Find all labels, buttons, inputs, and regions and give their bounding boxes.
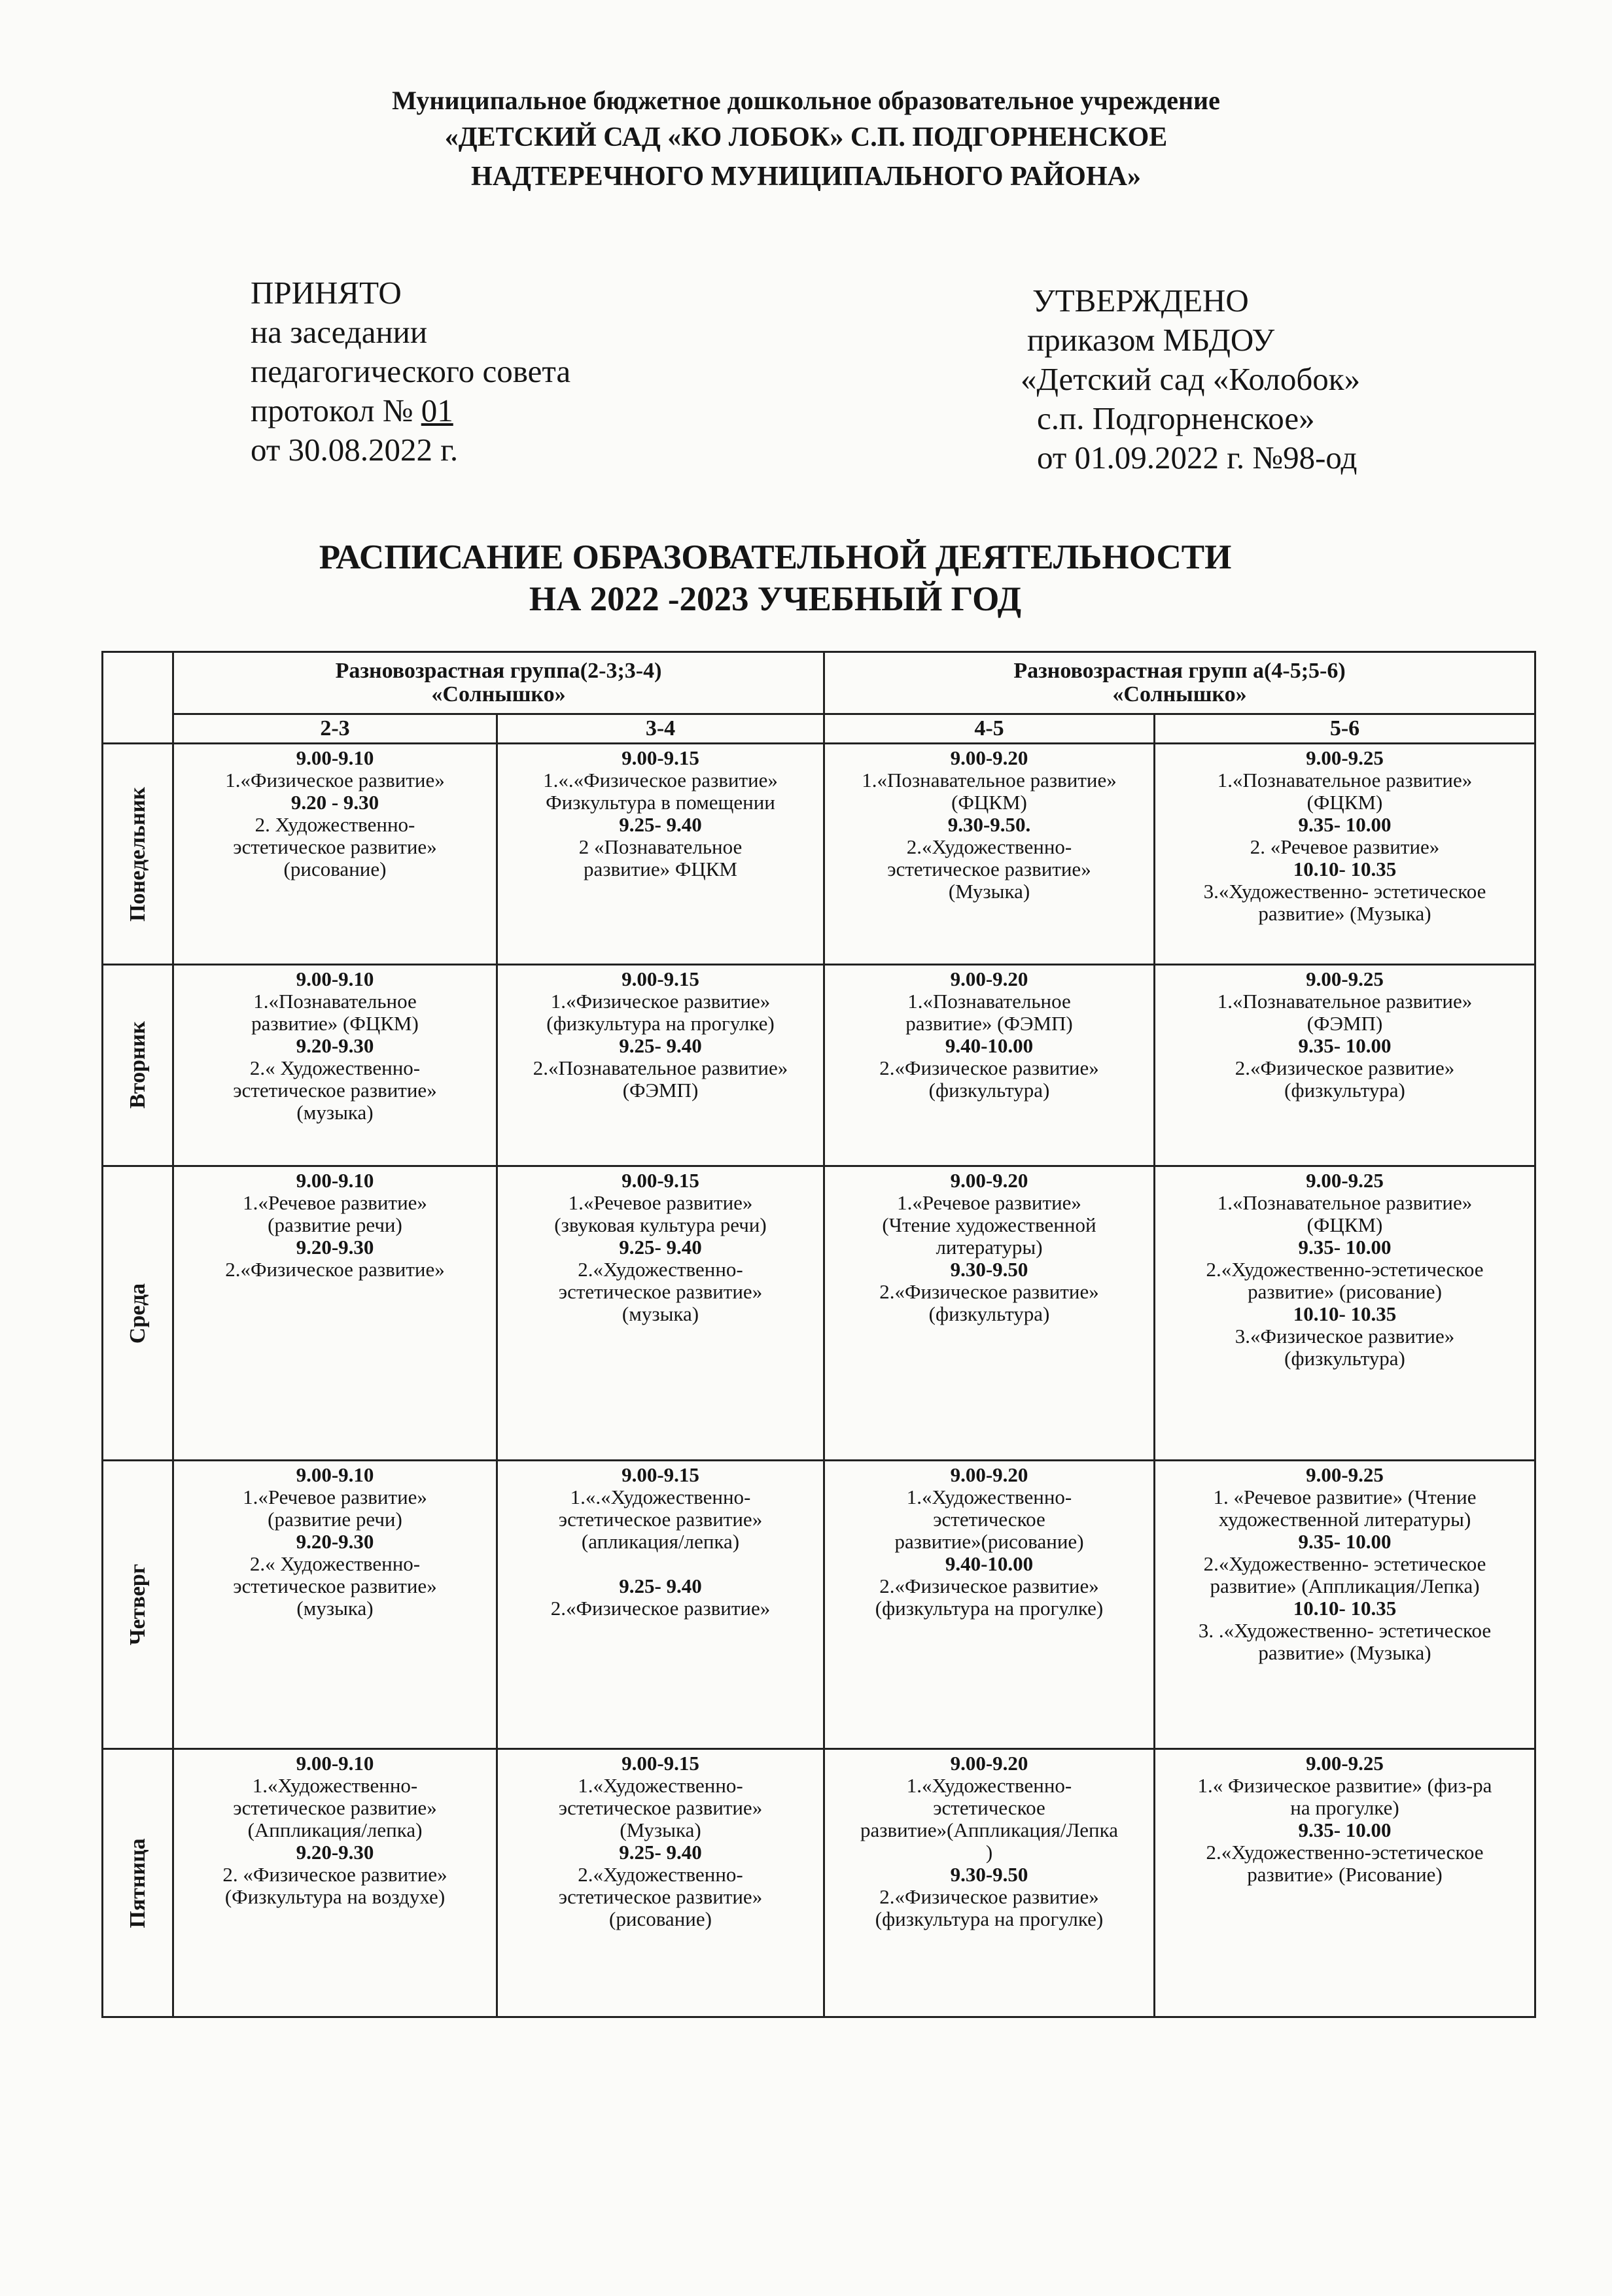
activity-text: 1.«Физическое развитие» — [550, 990, 771, 1013]
approved-block — [1021, 281, 1360, 478]
session-time: 9.35- 10.00 — [1298, 1235, 1392, 1259]
session-time: 9.00-9.25 — [1306, 1168, 1384, 1192]
approved-title: УТВЕРЖДЕНО — [1032, 283, 1249, 319]
schedule-cell — [824, 744, 1155, 965]
session-time: 9.00-9.20 — [950, 967, 1028, 991]
activity-text: 1.«Физическое развитие» — [225, 769, 445, 791]
schedule-cell — [1155, 965, 1535, 1166]
activity-text: (апликация/лепка) — [581, 1530, 740, 1554]
activity-text: 1.«Речевое развитие» — [243, 1486, 427, 1509]
activity-text: 2.« Художественно- — [249, 1056, 421, 1080]
session-time: 9.30-9.50 — [950, 1863, 1028, 1887]
activity-text: (ФЦКМ) — [1306, 791, 1383, 814]
day-label: Четверг — [125, 1563, 150, 1646]
activity-text: (рисование) — [283, 858, 387, 880]
session-time: 9.25- 9.40 — [619, 1841, 702, 1864]
group-header-2 — [824, 652, 1535, 714]
activity-text: 2.«Физическое развитие» — [879, 1056, 1099, 1080]
schedule-cell — [824, 965, 1155, 1166]
accepted-line-3: педагогического совета — [251, 353, 571, 389]
activity-text: 2.«Художественно-эстетическое — [1206, 1257, 1484, 1281]
schedule-cell — [173, 744, 497, 965]
activity-text: (Физкультура на воздухе) — [224, 1885, 446, 1909]
activity-text: эстетическое развитие» — [558, 1796, 763, 1820]
activity-text: (Аппликация/лепка) — [247, 1818, 423, 1842]
activity-text: 1.« Физическое развитие» (физ-ра — [1197, 1774, 1492, 1798]
schedule-row — [103, 1461, 1535, 1749]
accepted-protocol — [251, 391, 570, 430]
day-cell — [103, 965, 173, 1166]
activity-text: 3.«Художественно- эстетическое — [1203, 880, 1486, 903]
activity-text: 2.«Физическое развитие» — [879, 1279, 1099, 1303]
activity-text: (Чтение художественной — [882, 1213, 1096, 1236]
activity-text: 1.«Познавательное развитие» — [1217, 769, 1473, 791]
activity-text: (Музыка) — [620, 1818, 701, 1842]
activity-text: 2. «Физическое развитие» — [222, 1863, 447, 1887]
activity-text: (физкультура) — [1284, 1079, 1405, 1102]
activity-text: 2.«Физическое развитие» — [225, 1257, 445, 1281]
activity-text: (физкультура) — [1284, 1346, 1405, 1370]
session-time: 10.10- 10.35 — [1293, 1302, 1397, 1325]
approved-line-3: «Детский сад «Колобок» — [1021, 361, 1361, 397]
activity-text: 2.«Художественно- эстетическое — [1203, 1552, 1486, 1576]
day-cell — [103, 1461, 173, 1749]
activity-text: эстетическое — [933, 1796, 1045, 1820]
session-time: 9.00-9.15 — [622, 746, 699, 769]
schedule-cell — [824, 1749, 1155, 2017]
session-time: 9.00-9.15 — [622, 1463, 699, 1487]
institution-line-3: НАДТЕРЕЧНОГО МУНИЦИПАЛЬНОГО РАЙОНА» — [471, 162, 1141, 192]
session-time: 9.30-9.50. — [947, 813, 1031, 836]
protocol-number: 01 — [421, 392, 453, 428]
activity-text: художественной литературы) — [1218, 1508, 1471, 1531]
activity-text: (ФЭМП) — [622, 1079, 699, 1102]
schedule-title — [92, 536, 1459, 620]
day-label: Среда — [125, 1283, 150, 1344]
corner-cell — [103, 652, 173, 744]
activity-text: развитие» (рисование) — [1248, 1279, 1442, 1303]
activity-text: 1.«.«Физическое развитие» — [543, 769, 778, 791]
schedule-cell — [173, 1461, 497, 1749]
day-cell — [103, 1749, 173, 2017]
session-time: 9.20-9.30 — [296, 1235, 374, 1259]
schedule-cell — [824, 1461, 1155, 1749]
activity-text: (музыка) — [296, 1597, 374, 1620]
session-time: 9.00-9.10 — [296, 1168, 374, 1192]
group-2-title: «Солнышко» — [1112, 682, 1247, 706]
activity-text: литературы) — [936, 1235, 1043, 1259]
activity-text: (звуковая культура речи) — [554, 1213, 767, 1236]
schedule-title-line-2: НА 2022 -2023 УЧЕБНЫЙ ГОД — [529, 580, 1022, 618]
day-label: Пятница — [125, 1837, 150, 1928]
schedule-body — [103, 744, 1535, 2017]
session-time: 9.20-9.30 — [296, 1034, 374, 1058]
activity-text: развитие» (Аппликация/Лепка) — [1210, 1574, 1480, 1598]
approved-line-4: с.п. Подгорненское» — [1037, 400, 1315, 436]
activity-text: эстетическое развитие» — [558, 1885, 763, 1909]
session-time: 9.25- 9.40 — [619, 1574, 702, 1598]
session-time: 9.00-9.20 — [950, 1463, 1028, 1487]
schedule-cell — [497, 965, 824, 1166]
age-header: 3-4 — [497, 714, 824, 744]
age-header: 4-5 — [824, 714, 1155, 744]
group-1-name: Разновозрастная группа(2-3;3-4) — [335, 659, 662, 683]
accepted-block — [251, 273, 570, 470]
activity-text: (музыка) — [296, 1101, 374, 1124]
accepted-line-2: на заседании — [251, 314, 428, 350]
activity-text: на прогулке) — [1290, 1796, 1399, 1820]
activity-text: 1.«Познавательное — [253, 990, 417, 1013]
schedule-cell — [1155, 1461, 1535, 1749]
activity-text: 2.«Физическое развитие» — [1235, 1056, 1455, 1080]
schedule-cell — [497, 1166, 824, 1461]
activity-text: 1. «Речевое развитие» (Чтение — [1213, 1486, 1477, 1509]
activity-text: 3.«Физическое развитие» — [1235, 1324, 1455, 1348]
activity-text: (физкультура на прогулке) — [875, 1907, 1104, 1931]
session-time: 9.40-10.00 — [945, 1034, 1034, 1058]
activity-text: (Музыка) — [948, 880, 1030, 903]
session-time: 9.35- 10.00 — [1298, 1530, 1392, 1554]
schedule-table — [101, 651, 1536, 2018]
activity-text: (физкультура на прогулке) — [546, 1012, 775, 1035]
session-time: 9.00-9.25 — [1306, 1752, 1384, 1775]
activity-text: 2.«Художественно-эстетическое — [1206, 1841, 1484, 1864]
activity-text: эстетическое развитие» — [558, 1279, 763, 1303]
institution-line-1: Муниципальное бюджетное дошкольное образовательное учреждение — [392, 86, 1220, 115]
activity-text: эстетическое развитие» — [558, 1508, 763, 1531]
schedule-cell — [824, 1166, 1155, 1461]
institution-line-2: «ДЕТСКИЙ САД «КО ЛОБОК» С.П. ПОДГОРНЕНСКОЕ — [444, 122, 1168, 152]
schedule-cell — [497, 1461, 824, 1749]
activity-text: (рисование) — [609, 1907, 712, 1931]
activity-text: (ФЦКМ) — [951, 791, 1027, 814]
activity-text: развитие» (Музыка) — [1258, 902, 1431, 925]
accepted-date: от 30.08.2022 г. — [251, 432, 459, 468]
activity-text: Физкультура в помещении — [546, 791, 775, 814]
schedule-row — [103, 1166, 1535, 1461]
session-time: 9.00-9.10 — [296, 1752, 374, 1775]
group-1-title: «Солнышко» — [431, 682, 566, 706]
session-time: 9.35- 10.00 — [1298, 1034, 1392, 1058]
activity-text: 1.«Познавательное развитие» — [862, 769, 1117, 791]
activity-text: (физкультура) — [928, 1079, 1050, 1102]
activity-text: 2.«Художественно- — [906, 835, 1072, 858]
activity-text: 1.«Художественно- — [252, 1774, 418, 1798]
session-time: 9.25- 9.40 — [619, 1034, 702, 1058]
activity-text: (физкультура) — [928, 1302, 1050, 1325]
activity-text: 2.«Физическое развитие» — [879, 1574, 1099, 1598]
session-time: 9.40-10.00 — [945, 1552, 1034, 1576]
group-header-1 — [173, 652, 824, 714]
schedule-cell — [173, 965, 497, 1166]
activity-text: эстетическое — [933, 1508, 1045, 1531]
activity-text: (физкультура на прогулке) — [875, 1597, 1104, 1620]
session-time: 9.35- 10.00 — [1298, 1818, 1392, 1842]
schedule-row — [103, 1749, 1535, 2017]
schedule-cell — [497, 744, 824, 965]
activity-text: 2.«Художественно- — [578, 1257, 743, 1281]
schedule-cell — [1155, 1166, 1535, 1461]
schedule-row — [103, 744, 1535, 965]
session-time: 10.10- 10.35 — [1293, 1597, 1397, 1620]
day-cell — [103, 1166, 173, 1461]
schedule-cell — [1155, 744, 1535, 965]
activity-text: ) — [985, 1841, 993, 1864]
activity-text: эстетическое развитие» — [233, 1574, 437, 1598]
session-time: 9.35- 10.00 — [1298, 813, 1392, 836]
schedule-cell — [173, 1749, 497, 2017]
accepted-title: ПРИНЯТО — [251, 275, 402, 311]
activity-text: 1.«Речевое развитие» — [568, 1191, 753, 1214]
age-header: 2-3 — [173, 714, 497, 744]
session-time: 9.00-9.20 — [950, 1752, 1028, 1775]
activity-text: 2.«Познавательное развитие» — [533, 1056, 788, 1080]
institution-header — [0, 84, 1612, 196]
activity-text: 1.«.«Художественно- — [570, 1486, 751, 1509]
activity-text: 3. .«Художественно- эстетическое — [1198, 1619, 1492, 1643]
activity-text: 1.«Художественно- — [906, 1486, 1072, 1509]
activity-text: развитие» (ФЦКМ) — [251, 1012, 419, 1035]
session-time: 9.00-9.15 — [622, 967, 699, 991]
activity-text: развитие» ФЦКМ — [584, 858, 737, 880]
day-label: Вторник — [125, 1021, 150, 1109]
activity-text: 2.«Физическое развитие» — [550, 1597, 771, 1620]
session-time: 9.25- 9.40 — [619, 813, 702, 836]
schedule-row — [103, 965, 1535, 1166]
activity-text: 1.«Художественно- — [578, 1774, 743, 1798]
activity-text: (ФЭМП) — [1306, 1012, 1383, 1035]
session-time: 9.00-9.25 — [1306, 746, 1384, 769]
schedule-cell — [1155, 1749, 1535, 2017]
session-time: 9.00-9.25 — [1306, 967, 1384, 991]
schedule-title-line-1: РАСПИСАНИЕ ОБРАЗОВАТЕЛЬНОЙ ДЕЯТЕЛЬНОСТИ — [319, 538, 1232, 576]
activity-text: развитие»(рисование) — [894, 1530, 1084, 1554]
activity-text: 1.«Познавательное развитие» — [1217, 990, 1473, 1013]
session-time: 9.00-9.10 — [296, 967, 374, 991]
activity-text — [502, 1553, 819, 1575]
session-time: 10.10- 10.35 — [1293, 858, 1397, 880]
activity-text: 2.«Физическое развитие» — [879, 1885, 1099, 1909]
activity-text: 1.«Познавательное — [907, 990, 1071, 1013]
activity-text: эстетическое развитие» — [233, 835, 437, 858]
approved-line-2: приказом МБДОУ — [1027, 322, 1275, 358]
activity-text: эстетическое развитие» — [233, 1079, 437, 1102]
day-cell — [103, 744, 173, 965]
activity-text: (ФЦКМ) — [1306, 1213, 1383, 1236]
session-time: 9.00-9.10 — [296, 1463, 374, 1487]
schedule-cell — [173, 1166, 497, 1461]
activity-text: 2 «Познавательное — [578, 835, 743, 858]
activity-text: развитие»(Аппликация/Лепка — [860, 1818, 1118, 1842]
session-time: 9.20 - 9.30 — [290, 791, 379, 814]
session-time: 9.20-9.30 — [296, 1841, 374, 1864]
session-time: 9.30-9.50 — [950, 1257, 1028, 1281]
activity-text: 1.«Речевое развитие» — [897, 1191, 1081, 1214]
activity-text: (развитие речи) — [268, 1213, 402, 1236]
activity-text: 2.«Художественно- — [578, 1863, 743, 1887]
activity-text: 2.« Художественно- — [249, 1552, 421, 1576]
activity-text: эстетическое развитие» — [233, 1796, 437, 1820]
session-time: 9.00-9.15 — [622, 1168, 699, 1192]
session-time: 9.00-9.20 — [950, 1168, 1028, 1192]
activity-text: 2. Художественно- — [254, 813, 415, 836]
session-time: 9.00-9.20 — [950, 746, 1028, 769]
activity-text: развитие» (Рисование) — [1247, 1863, 1443, 1887]
session-time: 9.20-9.30 — [296, 1530, 374, 1554]
group-2-name: Разновозрастная групп а(4-5;5-6) — [1013, 659, 1346, 683]
session-time: 9.25- 9.40 — [619, 1235, 702, 1259]
session-time: 9.00-9.15 — [622, 1752, 699, 1775]
session-time: 9.00-9.25 — [1306, 1463, 1384, 1487]
activity-text: развитие» (Музыка) — [1258, 1641, 1431, 1665]
schedule-cell — [497, 1749, 824, 2017]
session-time: 9.00-9.10 — [296, 746, 374, 769]
day-label: Понедельник — [125, 786, 150, 922]
activity-text: эстетическое развитие» — [887, 858, 1091, 880]
protocol-label: протокол № — [251, 392, 421, 428]
activity-text: 1.«Речевое развитие» — [243, 1191, 427, 1214]
activity-text: 2. «Речевое развитие» — [1250, 835, 1440, 858]
activity-text: 1.«Художественно- — [906, 1774, 1072, 1798]
age-header: 5-6 — [1155, 714, 1535, 744]
activity-text: развитие» (ФЭМП) — [905, 1012, 1073, 1035]
approved-order: от 01.09.2022 г. №98-од — [1037, 440, 1358, 476]
activity-text: 1.«Познавательное развитие» — [1217, 1191, 1473, 1214]
activity-text: (развитие речи) — [268, 1508, 402, 1531]
activity-text: (музыка) — [622, 1302, 699, 1325]
